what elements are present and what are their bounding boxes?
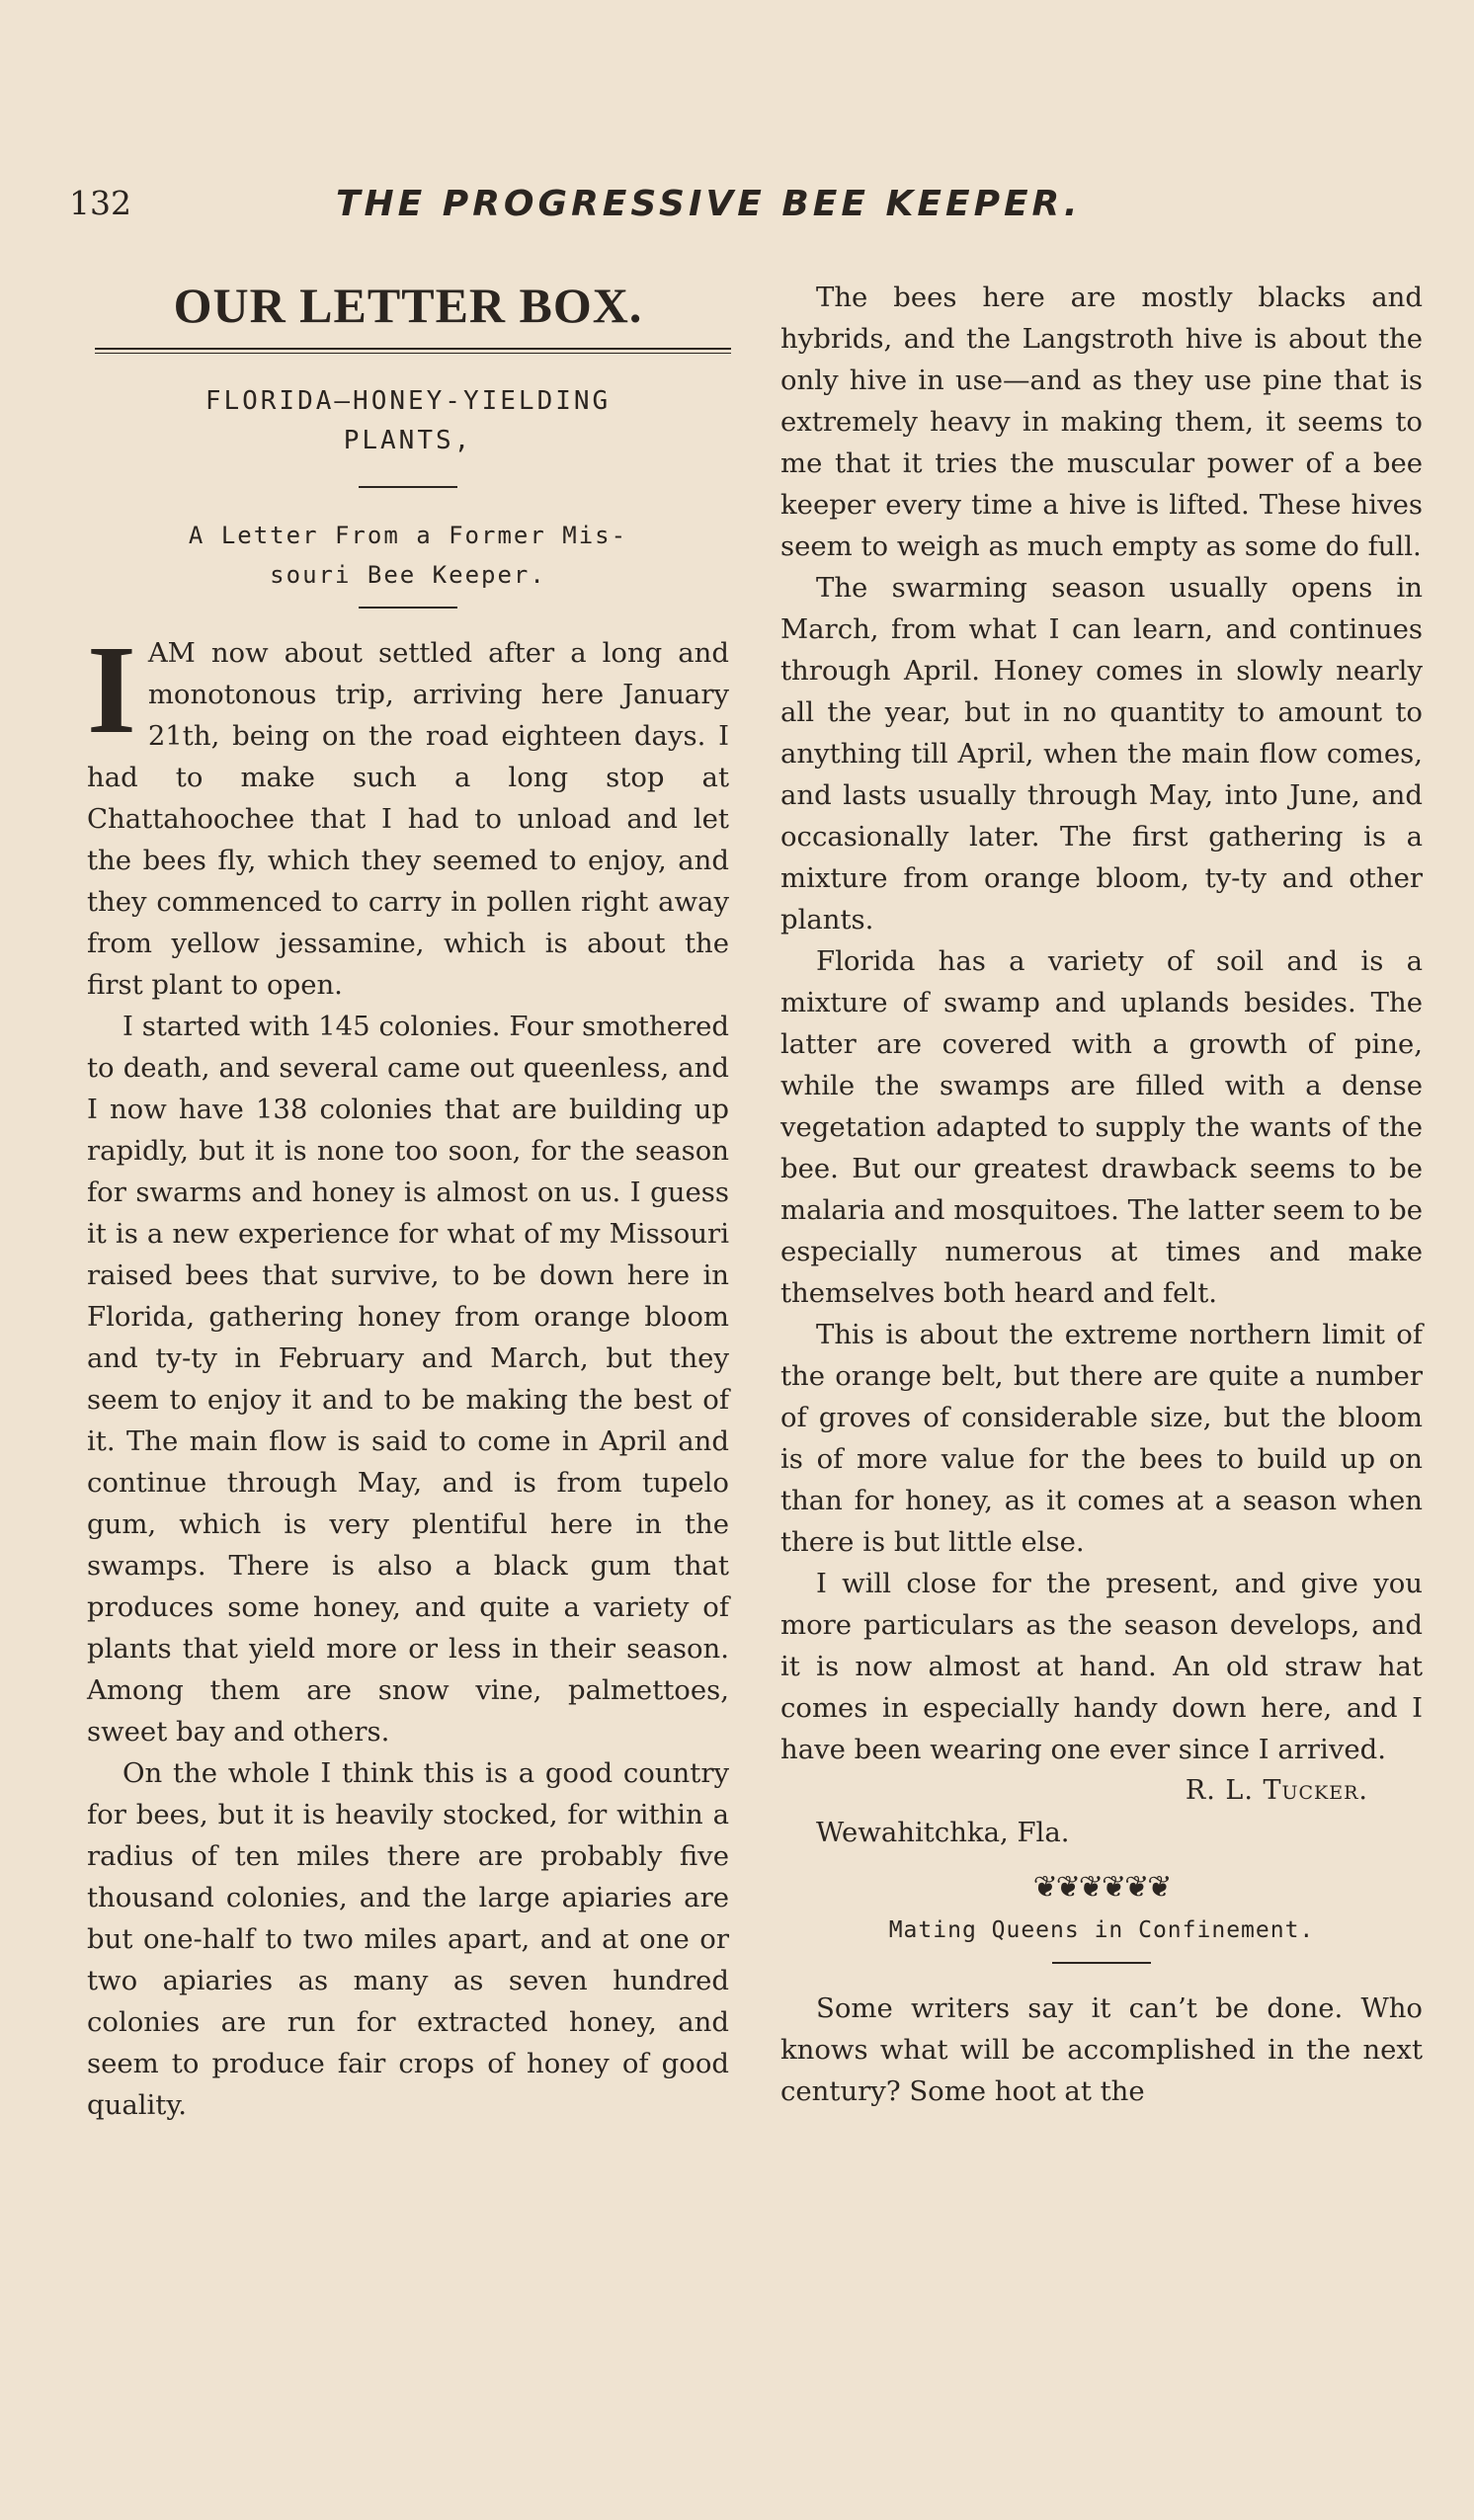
- section-title: OUR LETTER BOX.: [173, 278, 643, 333]
- left-body: [87, 619, 729, 2126]
- paragraph-7: This is about the extreme northern limit of the orange belt, but there are quite a number of groves of considerable size, but the bloom is of more value for the bees to build up on than for honey, as it comes at a season when there is but little else.: [780, 1319, 1423, 1558]
- paragraph-2: I started with 145 colonies. Four smothered to death, and several came out queenless, and I now have 138 colonies that are building up rapidly, but it is none too soon, for the season for swarms and honey is almost on us. I guess it is a new experience for what of my Missouri raised bees that survive, to be down here in Florida, gathering honey from orange bloom and ty-ty in February and March, but they seem to enjoy it and to be making the best of it. The main flow is said to come in April and continue through May, and is from tupelo gum, which is very plentiful here in the swamps. There is also a black gum that produces some honey, and quite a variety of plants that yield more or less in their season. Among them are snow vine, palmettoes, sweet bay and others.: [87, 1011, 729, 1748]
- right-body: [780, 277, 1423, 1770]
- paragraph-1-text: AM now about settled after a long and monotonous trip, arriving here January 21th, being on the road eighteen days. I had to make such a long stop at Chattahoochee that I had to unload and let the bees fly, which they seemed to enjoy, and they commenced to carry in pollen right away from yellow jessamine, which is about the first plant to open.: [87, 637, 729, 1001]
- drop-cap: I: [87, 619, 136, 760]
- subhead-divider: [359, 607, 457, 609]
- paragraph-9: Some writers say it can’t be done. Who knows what will be accomplished in the next century? Some hoot at the: [780, 1992, 1423, 2107]
- paragraph-5: The swarming season usually opens in March, from what I can learn, and continues through April. Honey comes in slowly nearly all the year, but in no quantity to amount to anything till April, when the main flow comes, and lasts usually through May, into June, and occasionally later. The first gathering is a mixture from orange bloom, ty-ty and other plants.: [780, 572, 1423, 935]
- ornament-divider: ❦❦❦❦❦❦: [1032, 1870, 1171, 1905]
- article-2-divider: [1052, 1962, 1151, 1964]
- article-heading-line-1: FLORIDA—HONEY-YIELDING: [205, 386, 612, 416]
- heading-divider: [359, 486, 457, 488]
- paragraph-8: I will close for the present, and give you more particulars as the season develops, and it is now almost at hand. An old straw hat comes in especially handy down here, and I have been wearing one ever since I arrived.: [780, 1568, 1423, 1765]
- running-title: THE PROGRESSIVE BEE KEEPER.: [336, 184, 1082, 224]
- article-subhead-line-1: A Letter From a Former Mis-: [188, 522, 628, 549]
- author-signature: R. L. Tucker.: [1185, 1775, 1368, 1806]
- paragraph-1: [87, 619, 729, 1006]
- article-subhead-line-2: souri Bee Keeper.: [270, 561, 546, 589]
- author-location: Wewahitchka, Fla.: [816, 1817, 1070, 1848]
- title-rule: [95, 348, 731, 354]
- article-heading-line-2: PLANTS,: [343, 426, 473, 455]
- paragraph-3: On the whole I think this is a good country for bees, but it is heavily stocked, for within a radius of ten miles there are probably five thousand colonies, and the large apiaries are but one-half to two miles apart, and at one or two apiaries as many as seven hundred colonies are run for extracted honey, and seem to produce fair crops of honey of good quality.: [87, 1757, 729, 2121]
- paragraph-4: The bees here are mostly blacks and hybrids, and the Langstroth hive is about the only hive in use—and as they use pine that is extremely heavy in making them, it seems to me that it tries the muscular power of a bee keeper every time a hive is lifted. These hives seem to weigh as much empty as some do full.: [780, 282, 1423, 562]
- article-2-body: [780, 1988, 1423, 2112]
- right-column: [780, 277, 1423, 2112]
- left-column: [87, 277, 729, 2126]
- page-number: 132: [69, 184, 131, 222]
- article-2-heading: Mating Queens in Confinement.: [888, 1917, 1315, 1943]
- paragraph-6: Florida has a variety of soil and is a mixture of swamp and uplands besides. The latter are covered with a growth of pine, while the swamps are filled with a dense vegetation adapted to supply the wants of the bee. But our greatest drawback seems to be malaria and mosquitoes. The latter seem to be especially numerous at times and make themselves both heard and felt.: [780, 945, 1423, 1309]
